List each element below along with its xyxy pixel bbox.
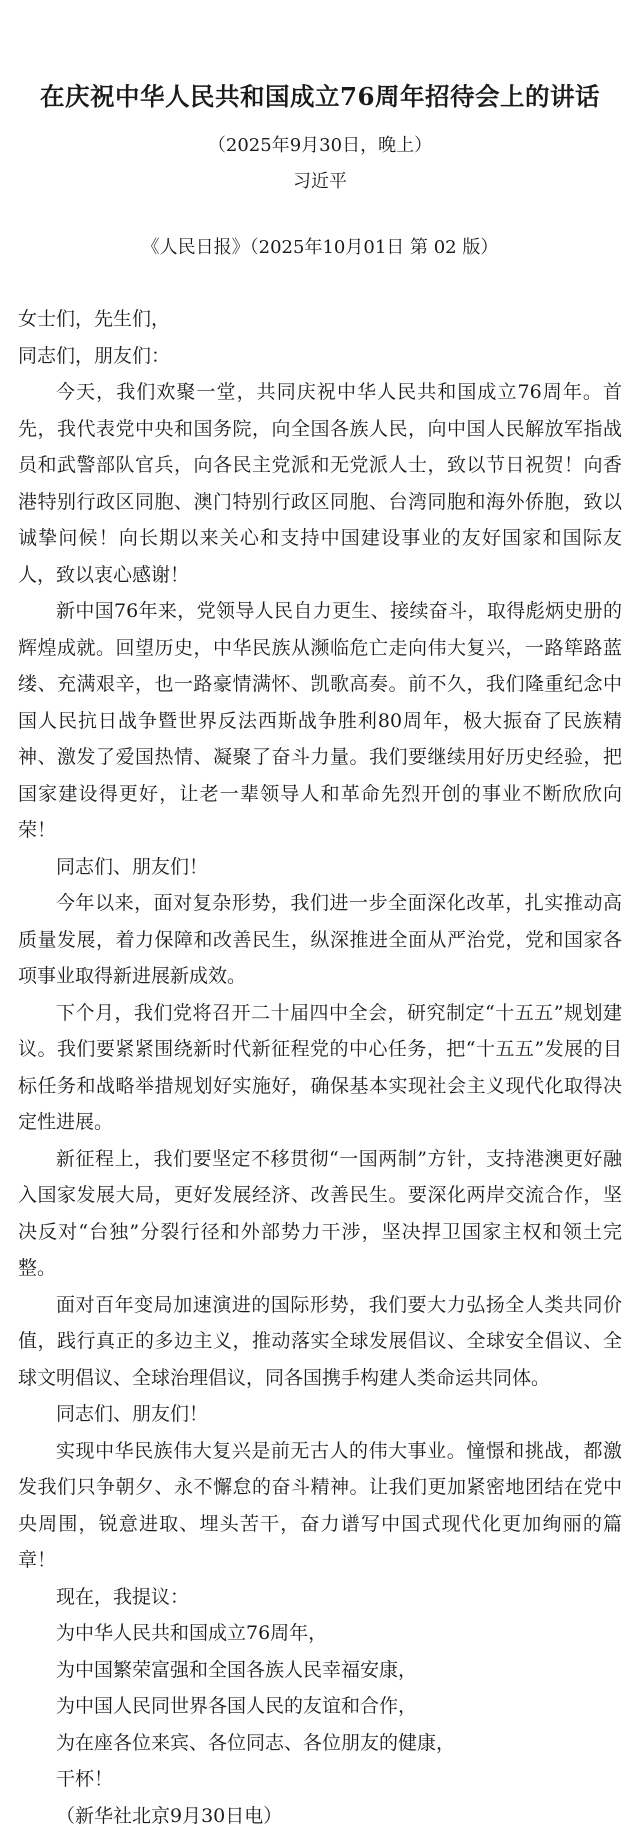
paragraph: 新中国76年来，党领导人民自力更生、接续奋斗，取得彪炳史册的辉煌成就。回望历史，中华民族从濒临危亡走向伟大复兴，一路筚路蓝缕、充满艰辛，也一路豪情满怀、凯歌高奏。前不久，我们隆重纪念中国人民抗日战争暨世界反法西斯战争胜利80周年，极大振奋了民族精神、激发了爱国热情、凝聚了奋斗力量。我们要继续用好历史经验，把国家建设得更好，让老一辈领导人和革命先烈开创的事业不断欣欣向荣！ (18, 593, 622, 849)
speech-body (18, 301, 622, 1834)
toast-line: 为中国繁荣富强和全国各族人民幸福安康， (18, 1652, 622, 1689)
article-title: 在庆祝中华人民共和国成立76周年招待会上的讲话 (18, 78, 622, 113)
paragraph: 同志们、朋友们！ (18, 1396, 622, 1433)
paragraph: 现在，我提议： (18, 1579, 622, 1616)
paragraph: 今天，我们欢聚一堂，共同庆祝中华人民共和国成立76周年。首先，我代表党中央和国务院，向全国各族人民，向中国人民解放军指战员和武警部队官兵，向各民主党派和无党派人士，致以节日祝贺！向香港特别行政区同胞、澳门特别行政区同胞、台湾同胞和海外侨胞，致以诚挚问候！向长期以来关心和支持中国建设事业的友好国家和国际友人，致以衷心感谢！ (18, 374, 622, 593)
paragraph: 同志们、朋友们！ (18, 849, 622, 886)
toast-line: 为在座各位来宾、各位同志、各位朋友的健康， (18, 1725, 622, 1762)
publication-source: 《人民日报》（2025年10月01日 第 02 版） (18, 233, 622, 259)
paragraph: 新征程上，我们要坚定不移贯彻“一国两制”方针，支持港澳更好融入国家发展大局，更好发展经济、改善民生。要深化两岸交流合作，坚决反对“台独”分裂行径和外部势力干涉，坚决捍卫国家主权和领土完整。 (18, 1141, 622, 1287)
salutation: 女士们，先生们， (18, 301, 622, 338)
toast-line: 干杯！ (18, 1761, 622, 1798)
paragraph: 下个月，我们党将召开二十届四中全会，研究制定“十五五”规划建议。我们要紧紧围绕新时代新征程党的中心任务，把“十五五”发展的目标任务和战略举措规划好实施好，确保基本实现社会主义现代化取得决定性进展。 (18, 995, 622, 1141)
paragraph: 实现中华民族伟大复兴是前无古人的伟大事业。憧憬和挑战，都激发我们只争朝夕、永不懈怠的奋斗精神。让我们更加紧密地团结在党中央周围，锐意进取、埋头苦干，奋力谱写中国式现代化更加绚丽的篇章！ (18, 1433, 622, 1579)
toast-line: 为中国人民同世界各国人民的友谊和合作， (18, 1688, 622, 1725)
paragraph: 面对百年变局加速演进的国际形势，我们要大力弘扬全人类共同价值，践行真正的多边主义，推动落实全球发展倡议、全球安全倡议、全球文明倡议、全球治理倡议，同各国携手构建人类命运共同体。 (18, 1287, 622, 1397)
salutation: 同志们，朋友们： (18, 338, 622, 375)
toast-line: 为中华人民共和国成立76周年， (18, 1615, 622, 1652)
speech-author: 习近平 (18, 167, 622, 193)
dateline: （新华社北京9月30日电） (18, 1798, 622, 1834)
speech-date: （2025年9月30日，晚上） (18, 131, 622, 157)
paragraph: 今年以来，面对复杂形势，我们进一步全面深化改革，扎实推动高质量发展，着力保障和改善民生，纵深推进全面从严治党，党和国家各项事业取得新进展新成效。 (18, 885, 622, 995)
article-page (18, 0, 622, 1834)
